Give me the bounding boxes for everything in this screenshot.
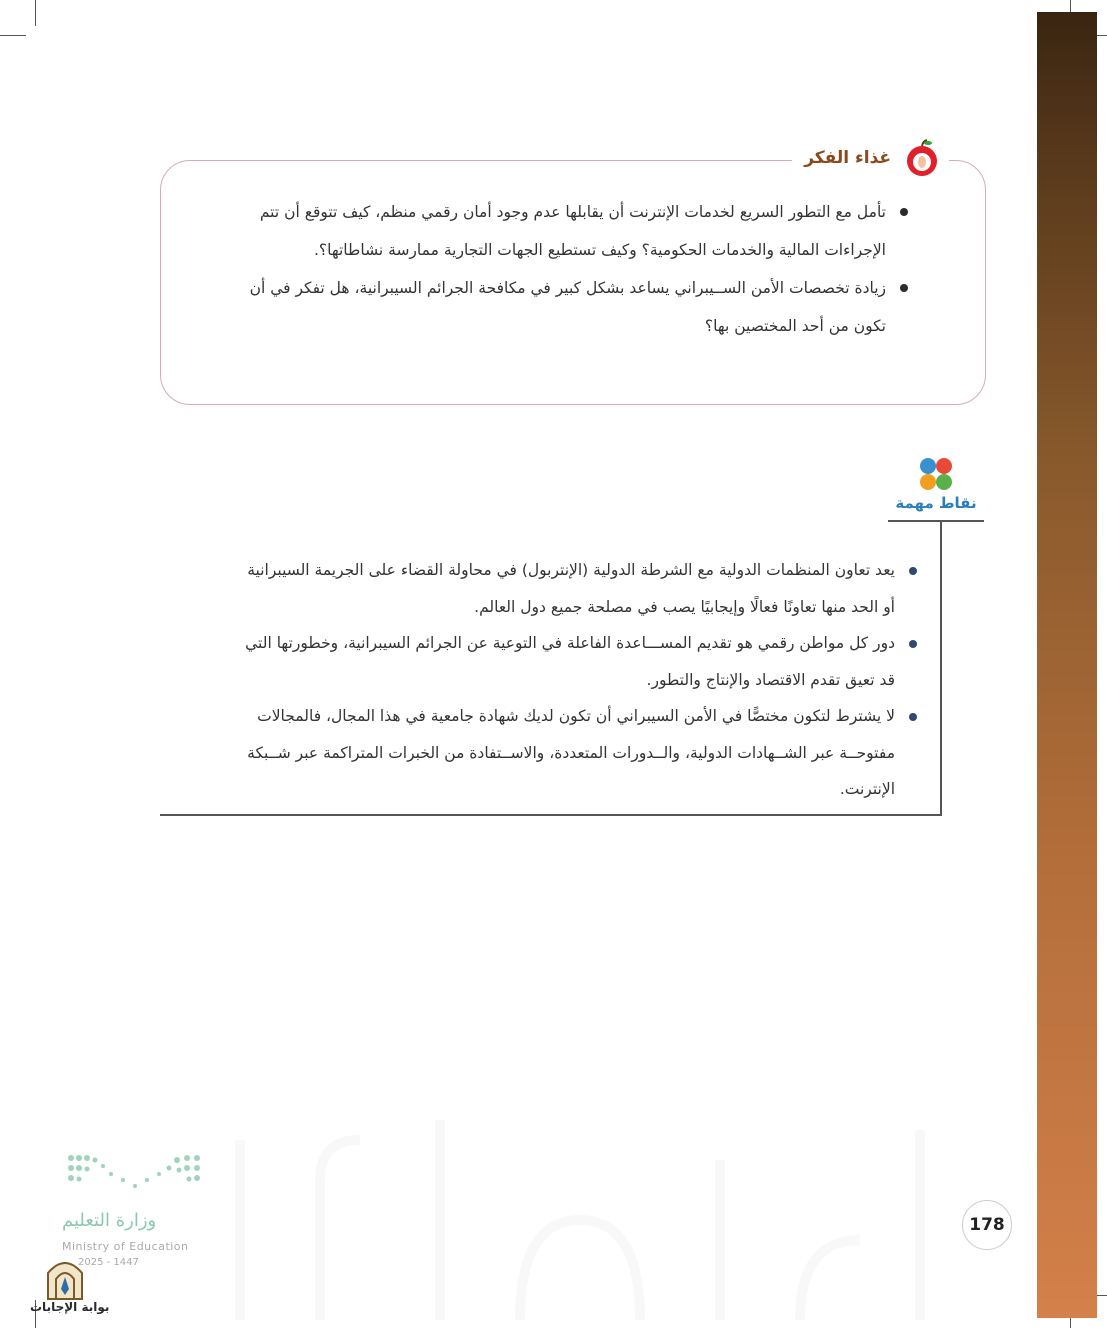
ministry-logo-dots bbox=[60, 1152, 210, 1196]
list-item bbox=[175, 552, 895, 625]
bullet-dot bbox=[909, 567, 917, 575]
bullet-dot bbox=[909, 640, 917, 648]
list-item-line: دور كل مواطن رقمي هو تقديم المســـاعدة الفاعلة في التوعية عن الجرائم السيبرانية، وخطورتها التي bbox=[245, 634, 895, 652]
ministry-arabic-name: وزارة التعليم bbox=[62, 1210, 157, 1231]
apple-icon bbox=[901, 137, 943, 179]
list-item-line: يعد تعاون المنظمات الدولية مع الشرطة الدولية (الإنتربول) في محاولة القضاء على الجريمة السيبرانية bbox=[247, 561, 895, 579]
portal-label: بوابة الإجابات bbox=[30, 1300, 110, 1314]
thought-food-list bbox=[178, 193, 886, 345]
list-item-line: الإنترنت. bbox=[839, 780, 895, 798]
list-item-line: قد تعيق تقدم الاقتصاد والإنتاج والتطور. bbox=[646, 670, 895, 689]
list-item-line: لا يشترط لتكون مختصًّا في الأمن السيبراني أن تكون لديك شهادة جامعية في هذا المجال، فالمجالات bbox=[257, 707, 895, 725]
watermark-graphic bbox=[200, 1100, 980, 1330]
list-item-line: زيادة تخصصات الأمن الســيبراني يساعد بشكل كبير في مكافحة الجرائم السيبرانية، هل تفكر في أن bbox=[249, 279, 886, 297]
crop-mark bbox=[35, 0, 36, 26]
key-points-underline bbox=[888, 520, 984, 522]
ministry-english-name: Ministry of Education bbox=[62, 1240, 189, 1253]
portal-logo-icon bbox=[44, 1255, 86, 1301]
side-color-strip bbox=[1037, 12, 1097, 1318]
bullet-dot bbox=[909, 713, 917, 721]
list-item-line: الإجراءات المالية والخدمات الحكومية؟ وكيف تستطيع الجهات التجارية ممارسة نشاطاتها؟. bbox=[313, 241, 886, 259]
list-item-line: تكون من أحد المختصين بها؟ bbox=[704, 317, 886, 335]
bullet-dot bbox=[900, 208, 908, 216]
list-item-line: أو الحد منها تعاونًا فعالًا وإيجابيًا يصب في مصلحة جميع دول العالم. bbox=[474, 597, 895, 616]
bullet-dot bbox=[900, 284, 908, 292]
list-item-line: تأمل مع التطور السريع لخدمات الإنترنت أن يقابلها عدم وجود أمان رقمي منظم، كيف تتوقع أن تتم bbox=[259, 203, 886, 221]
key-points-vertical-line bbox=[940, 520, 942, 816]
list-item bbox=[175, 698, 895, 808]
key-points-title: نقاط مهمة bbox=[895, 494, 977, 512]
list-item bbox=[175, 625, 895, 698]
thought-food-title: غذاء الفكر bbox=[804, 148, 891, 168]
ministry-year: 2025 - 1447 bbox=[78, 1257, 139, 1268]
crop-mark bbox=[0, 35, 26, 36]
page-number: 178 bbox=[962, 1200, 1012, 1250]
four-leaf-icon bbox=[917, 456, 955, 492]
thought-food-header bbox=[792, 138, 949, 178]
list-item bbox=[178, 269, 886, 345]
key-points-list bbox=[175, 552, 895, 808]
key-points-bottom-line bbox=[160, 814, 942, 816]
list-item-line: مفتوحــة عبر الشــهادات الدولية، والــدورات المتعددة، والاســتفادة من الخبرات المتراكمة عبر شــبكة bbox=[247, 743, 895, 762]
list-item bbox=[178, 193, 886, 269]
